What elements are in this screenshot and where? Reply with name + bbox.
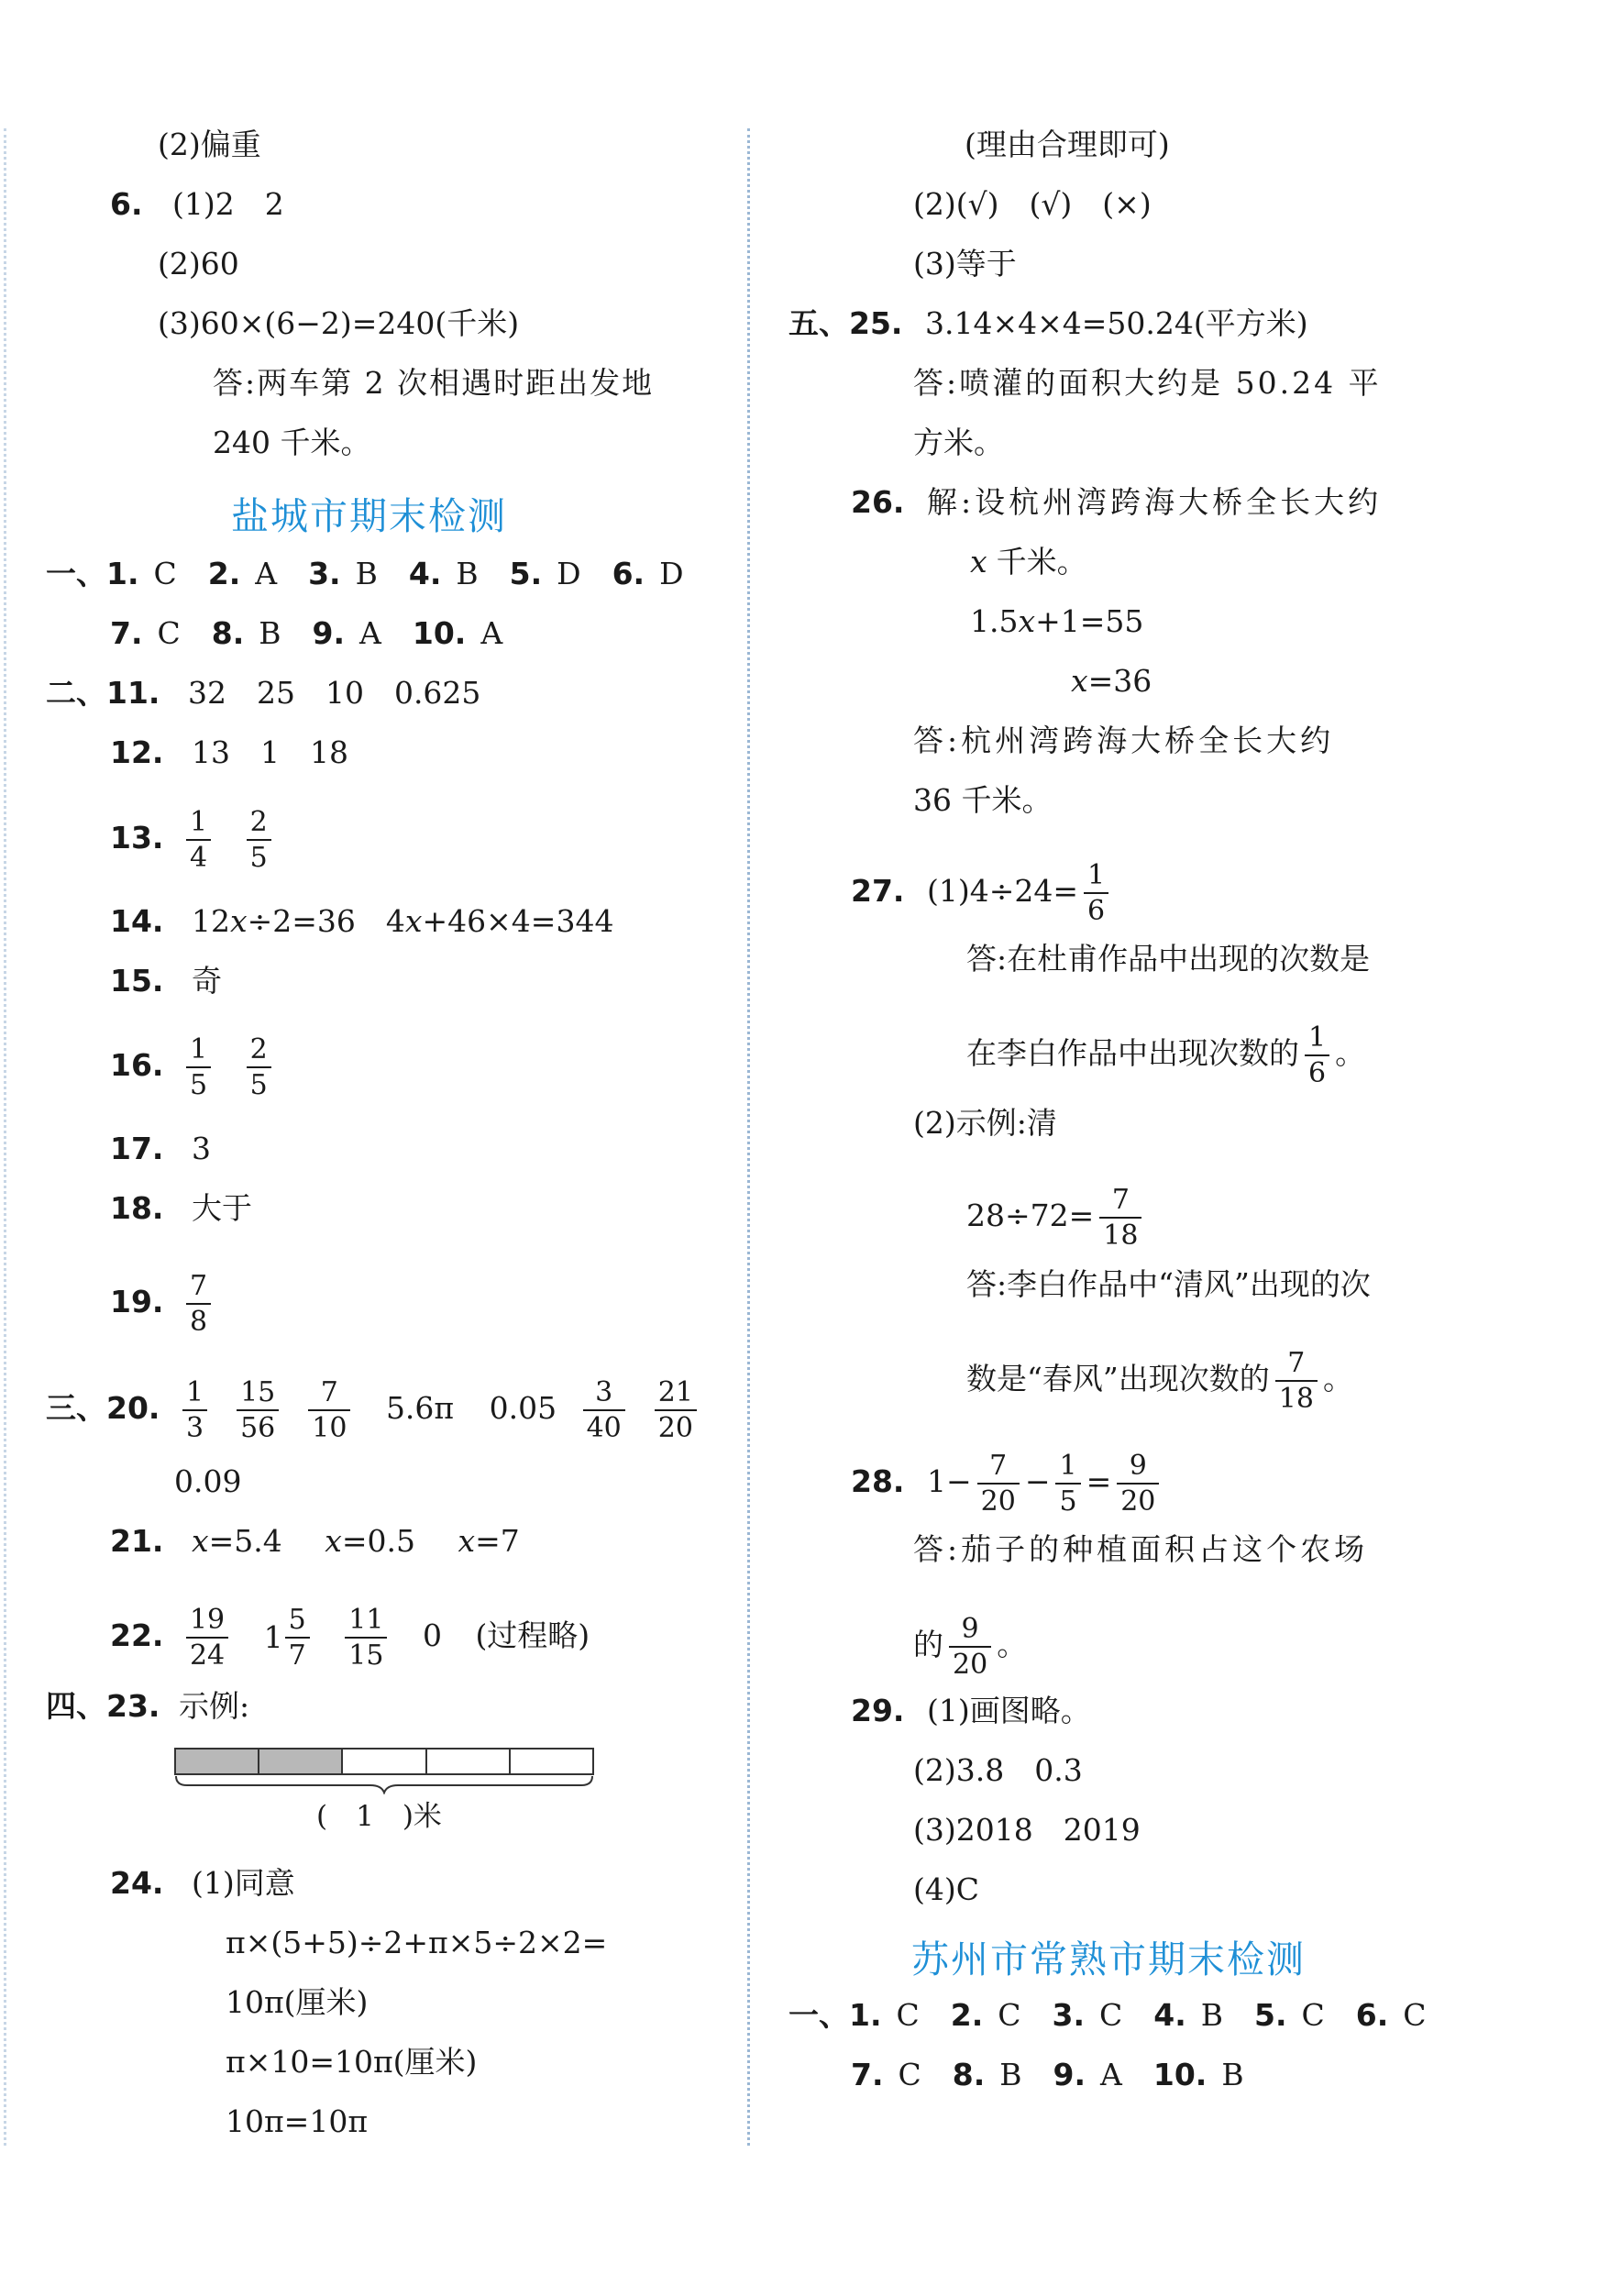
answer-line: 答:杭州湾跨海大桥全长大约 (913, 723, 1335, 758)
question-number: 9. (312, 615, 346, 651)
mc-answers-row-2 (110, 615, 502, 652)
question-number: 13. (110, 820, 164, 855)
answer-line: π×10=10π(厘米) (226, 2044, 478, 2080)
answer-line: (3)60×(6−2)=240(千米) (158, 305, 520, 341)
question-16 (110, 1034, 277, 1100)
question-number: 2. (950, 1997, 984, 2033)
answer-line: 的 $\frac{9}{20}$ 。 (913, 1613, 1028, 1681)
question-number: 7. (110, 615, 143, 651)
question-number: 3. (308, 556, 341, 591)
question-number: 19. (110, 1284, 164, 1319)
answer-line: (4)C (913, 1871, 979, 1907)
section-label: 五、 (788, 305, 849, 341)
fraction: $\frac{7}{10}$ (308, 1377, 350, 1443)
bar-segment-filled (259, 1750, 343, 1773)
question-number: 4. (1153, 1997, 1186, 2033)
question-number: 4. (408, 556, 442, 591)
fraction: $\frac{1}{3}$ (182, 1377, 207, 1443)
mc-answer (849, 1997, 920, 2033)
answer-line: (2)60 (158, 246, 239, 281)
question-number: 17. (110, 1131, 164, 1166)
fraction: $\frac{1}{5}$ (1055, 1451, 1080, 1517)
answer-line: (理由合理即可) (965, 127, 1170, 162)
fraction: $\frac{2}{5}$ (247, 807, 271, 873)
answer-choice: C (1301, 1997, 1325, 2033)
fraction: $\frac{21}{20}$ (655, 1377, 697, 1443)
question-29 (851, 1693, 1091, 1729)
answer-line: 0.09 (174, 1463, 242, 1499)
question-number: 22. (110, 1617, 164, 1653)
question-number: 1. (106, 556, 139, 591)
mc-answer (951, 1997, 1021, 2033)
answer-text: 3 (191, 1131, 211, 1166)
answer-choice: C (898, 2057, 921, 2092)
question-number: 2. (207, 556, 241, 591)
mc-answer (308, 556, 378, 591)
question-22: 22. $\frac{19}{24}$ 1 $\frac{5}{7}$ $\frac{11}{15}$ 0 (过程略) (110, 1604, 590, 1672)
answer-line: 在李白作品中出现次数的 $\frac{1}{6}$ 。 (966, 1021, 1366, 1089)
answer-line: 36 千米。 (913, 782, 1053, 818)
question-28: 28. 1− $\frac{7}{20}$ − $\frac{1}{5}$ = $\frac{9}{20}$ (851, 1451, 1164, 1517)
answer-choice: B (355, 556, 378, 591)
question-20: 三、20. $\frac{1}{3}$ $\frac{15}{56}$ $\frac{7}{10}$ 5.6π 0.05 $\frac{3}{40}$ $\frac{21}{20}$ (46, 1377, 702, 1443)
fraction: $\frac{7}{20}$ (977, 1451, 1020, 1517)
answer-choice: C (1099, 1997, 1123, 2033)
question-number: 7. (851, 2057, 884, 2092)
mc-answer (1356, 1997, 1427, 2033)
question-18 (110, 1190, 252, 1227)
section-label: 三、 (46, 1390, 106, 1426)
question-number: 23. (106, 1688, 160, 1724)
answer-line: 方米。 (913, 425, 1004, 460)
fraction: $\frac{1}{5}$ (186, 1034, 211, 1100)
fraction: $\frac{15}{56}$ (237, 1377, 279, 1443)
question-13 (110, 807, 277, 873)
question-number: 27. (851, 873, 905, 909)
section-label: 一、 (788, 1997, 849, 2033)
question-number: 6. (612, 556, 645, 591)
question-number: 3. (1052, 1997, 1085, 2033)
answer-line: 28÷72= $\frac{7}{18}$ (966, 1185, 1147, 1251)
bar-segment-empty (343, 1750, 426, 1773)
answer-line: (3)2018 2019 (913, 1812, 1141, 1848)
answer-choice: C (896, 1997, 920, 2033)
mc-answer (851, 2057, 921, 2092)
question-number: 6. (1355, 1997, 1389, 2033)
question-number: 10. (412, 615, 467, 651)
mc-answers-row-1 (788, 1997, 1427, 2034)
answer-line: (2)3.8 0.3 (913, 1752, 1083, 1788)
question-14: 14. 12x÷2=36 4x+46×4=344 (110, 903, 614, 939)
segment-bar-diagram (174, 1748, 594, 1775)
answer-choice: D (557, 556, 581, 591)
question-6 (110, 186, 284, 223)
fraction: $\frac{1}{6}$ (1084, 860, 1108, 926)
fraction: $\frac{1}{4}$ (186, 807, 211, 873)
section-title: 苏州市常熟市期末检测 (911, 1937, 1306, 1981)
question-number: 9. (1053, 2057, 1086, 2092)
answer-line: 答:李白作品中“清风”出现的次 (966, 1266, 1371, 1302)
question-15 (110, 963, 222, 999)
answer-choice: A (480, 615, 503, 651)
question-21: 21. x=5.4 x=0.5 x=7 (110, 1523, 520, 1559)
section-title: 盐城市期末检测 (231, 494, 507, 538)
question-12 (110, 734, 348, 771)
mc-answer (313, 615, 381, 651)
answer-line: x 千米。 (970, 544, 1087, 580)
question-27: 27. (1)4÷24= $\frac{1}{6}$ (851, 860, 1114, 926)
question-number: 1. (849, 1997, 882, 2033)
answer-choice: B (456, 556, 479, 591)
bar-length-label: ( 1 )米 (316, 1800, 442, 1833)
question-number: 25. (849, 305, 903, 341)
answer-line: x=36 (1071, 663, 1152, 699)
mc-answers-row-1 (46, 556, 684, 592)
fraction: $\frac{7}{8}$ (186, 1271, 211, 1337)
answer-text: (1)画图略。 (926, 1693, 1091, 1728)
answer-text: (1)同意 (191, 1865, 295, 1901)
fraction: $\frac{19}{24}$ (186, 1605, 228, 1671)
answer-line: π×(5+5)÷2+π×5÷2×2= (226, 1925, 608, 1960)
answer-text: 解:设杭州湾跨海大桥全长大约 (926, 484, 1383, 520)
mc-answer (1053, 2057, 1122, 2092)
answer-line: 答:在杜甫作品中出现的次数是 (966, 941, 1371, 977)
mc-answer (1153, 2057, 1244, 2092)
answer-choice: A (1100, 2057, 1122, 2092)
question-number: 14. (110, 903, 164, 939)
answer-choice: C (1403, 1997, 1427, 2033)
answer-line: (2)示例:清 (913, 1105, 1057, 1141)
answer-text: 奇 (191, 963, 222, 999)
answer-choice: D (659, 556, 684, 591)
mc-answer (953, 2057, 1022, 2092)
left-margin-rule (4, 128, 6, 2146)
question-number: 26. (851, 484, 905, 520)
column-divider (747, 128, 750, 2146)
answer-line: 答:两车第 2 次相遇时距出发地 (213, 365, 655, 401)
question-number: 8. (211, 615, 245, 651)
question-17 (110, 1131, 211, 1167)
question-11 (46, 675, 480, 712)
mc-answers-row-2 (851, 2057, 1244, 2093)
bar-segment-empty (511, 1750, 592, 1773)
question-number: 24. (110, 1865, 164, 1901)
answer-text: 3.14×4×4=50.24(平方米) (924, 305, 1308, 341)
answer-line: 数是“春风”出现次数的 $\frac{7}{18}$ 。 (966, 1347, 1353, 1415)
answer-line: 10π=10π (226, 2103, 369, 2139)
question-23 (46, 1688, 249, 1725)
fraction: $\frac{2}{5}$ (247, 1034, 271, 1100)
bar-segment-empty (427, 1750, 511, 1773)
answer-line: 答:茄子的种植面积占这个农场 (913, 1531, 1369, 1567)
question-number: 15. (110, 963, 164, 999)
answer-text: (1)2 2 (172, 186, 284, 222)
answer-text: 示例: (178, 1688, 250, 1724)
answer-choice: C (157, 615, 181, 651)
section-label: 一、 (46, 556, 106, 591)
mc-answer (208, 556, 277, 591)
fraction: $\frac{9}{20}$ (1117, 1451, 1159, 1517)
question-number: 5. (509, 556, 543, 591)
mc-answer (110, 615, 181, 651)
question-number: 18. (110, 1190, 164, 1226)
answer-choice: C (998, 1997, 1021, 2033)
mc-answer (409, 556, 479, 591)
answer-line: 答:喷灌的面积大约是 50.24 平 (913, 365, 1382, 401)
answer-text: 大于 (191, 1190, 252, 1226)
question-number: 16. (110, 1047, 164, 1083)
answer-line: (3)等于 (913, 246, 1017, 281)
fraction: $\frac{7}{18}$ (1099, 1185, 1141, 1251)
question-26 (851, 484, 1382, 521)
question-number: 20. (106, 1390, 160, 1426)
answer-line: (2)(√) (√) (×) (913, 186, 1152, 222)
question-number: 12. (110, 734, 164, 770)
answer-choice: C (153, 556, 177, 591)
answer-choice: B (259, 615, 281, 651)
answer-text: 13 1 18 (191, 734, 348, 770)
mc-answer (413, 615, 502, 651)
answer-choice: B (999, 2057, 1022, 2092)
question-number: 28. (851, 1463, 905, 1499)
question-number: 10. (1152, 2057, 1208, 2092)
section-label: 四、 (46, 1688, 106, 1724)
answer-line: 240 千米。 (213, 425, 371, 460)
mc-answer (1153, 1997, 1223, 2033)
bar-segment-filled (176, 1750, 259, 1773)
answer-choice: A (359, 615, 381, 651)
question-25 (788, 305, 1308, 342)
mc-answer (1053, 1997, 1123, 2033)
fraction: $\frac{1}{6}$ (1305, 1022, 1329, 1088)
question-19 (110, 1271, 216, 1337)
mc-answer (212, 615, 281, 651)
answer-line: (2)偏重 (158, 127, 261, 162)
fraction: $\frac{9}{20}$ (949, 1614, 991, 1680)
fraction: $\frac{3}{40}$ (583, 1377, 625, 1443)
question-number: 11. (106, 675, 160, 711)
answer-choice: B (1200, 1997, 1224, 2033)
question-number: 8. (952, 2057, 986, 2092)
mixed-number: 1 $\frac{5}{7}$ (264, 1605, 315, 1671)
question-number: 5. (1254, 1997, 1287, 2033)
question-24 (110, 1865, 295, 1902)
mc-answer (1254, 1997, 1325, 2033)
answer-line: 1.5x+1=55 (970, 603, 1144, 639)
answer-line: 10π(厘米) (226, 1984, 369, 2020)
question-number: 6. (110, 186, 143, 222)
mc-answer (106, 556, 177, 591)
answer-text: 32 25 10 0.625 (187, 675, 481, 711)
mc-answer (612, 556, 684, 591)
fraction: $\frac{11}{15}$ (345, 1605, 387, 1671)
brace-icon (174, 1774, 594, 1794)
question-number: 21. (110, 1523, 164, 1559)
answer-choice: A (255, 556, 278, 591)
section-label: 二、 (46, 675, 106, 711)
answer-choice: B (1221, 2057, 1244, 2092)
fraction: $\frac{7}{18}$ (1275, 1348, 1318, 1414)
mc-answer (510, 556, 581, 591)
question-number: 29. (851, 1693, 905, 1728)
